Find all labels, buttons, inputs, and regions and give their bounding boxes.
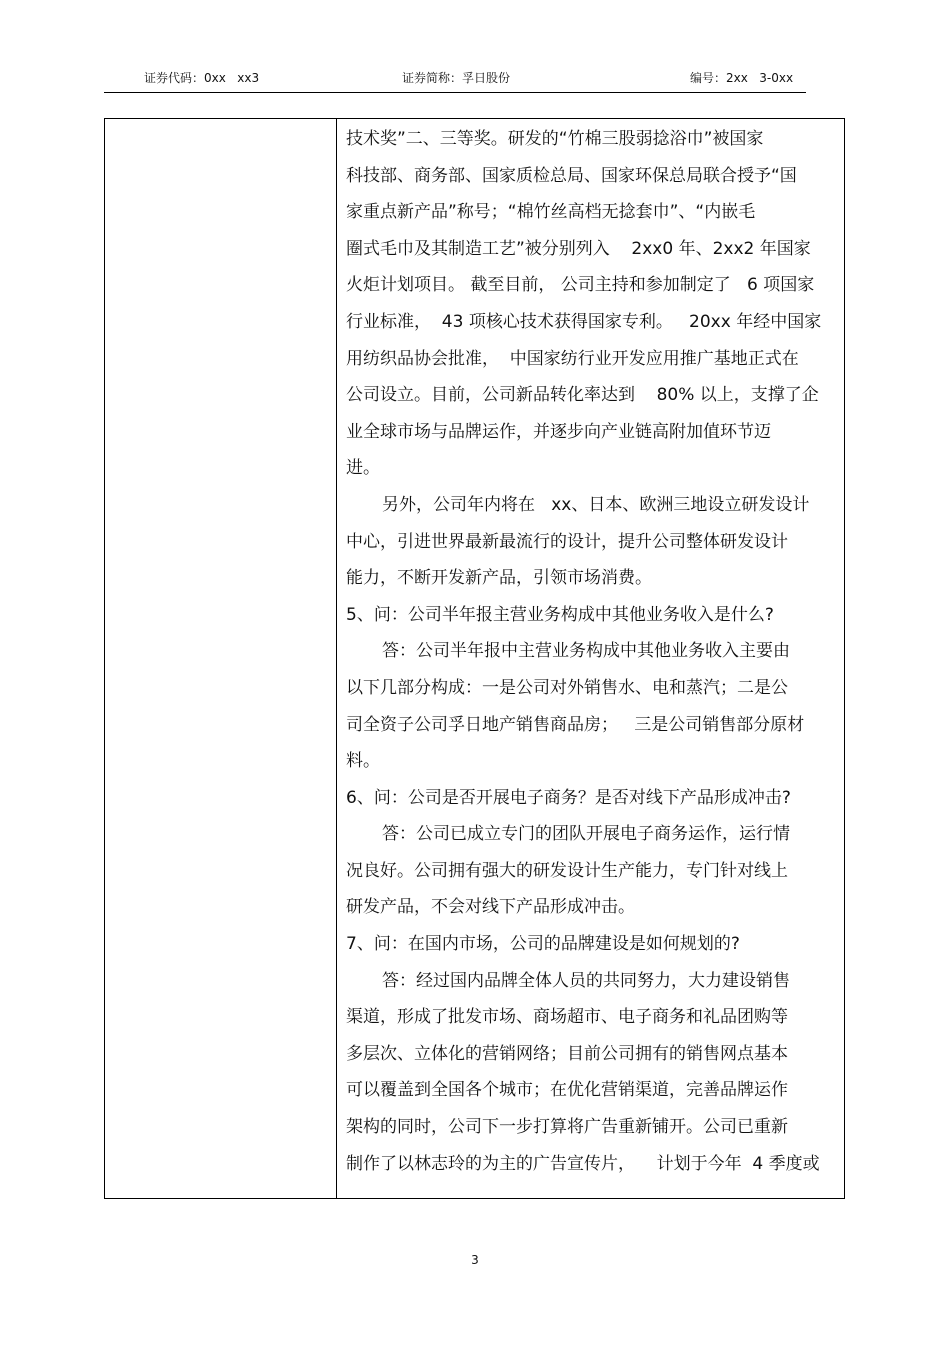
text-line: 多层次、立体化的营销网络；目前公司拥有的销售网点基本 [346,1043,788,1064]
text-line: 技术奖”二、三等奖。研发的“竹棉三股弱捻浴巾”被国家 [346,129,764,149]
answer-start-line: 答：经过国内品牌全体人员的共同努力，大力建设销售 [382,970,790,991]
question-line: 5、问：公司半年报主营业务构成中其他业务收入是什么? [346,604,774,625]
text-line: 圈式毛巾及其制造工艺”被分别列入 2xx0 年、2xx2 年国家 [346,238,811,259]
table-content-cell [346,119,838,1182]
content-table [104,118,845,1199]
stock-code: 证券代码：0xx xx3 [144,71,260,85]
answer-start-line: 答：公司已成立专门的团队开展电子商务运作，运行情 [382,824,790,845]
question-line: 6、问：公司是否开展电子商务？是否对线下产品形成冲击? [346,787,791,808]
text-line: 业全球市场与品牌运作，并逐步向产业链高附加值环节迈 [346,421,771,442]
text-line: 中心，引进世界最新最流行的设计，提升公司整体研发设计 [346,531,788,552]
text-line: 可以覆盖到全国各个城市；在优化营销渠道，完善品牌运作 [346,1080,788,1101]
text-line: 科技部、商务部、国家质检总局、国家环保总局联合授予“国 [346,165,797,186]
text-line: 以下几部分构成：一是公司对外销售水、电和蒸汽；二是公 [346,677,788,698]
text-line: 制作了以林志玲的为主的广告宣传片， 计划于今年 4 季度或 [346,1153,820,1174]
text-line: 家重点新产品”称号；“棉竹丝高档无捻套巾”、“内嵌毛 [346,202,756,223]
text-line: 司全资子公司孚日地产销售商品房； 三是公司销售部分原材 [346,714,805,735]
text-line: 火炬计划项目。 截至目前， 公司主持和参加制定了 6 项国家 [346,275,815,296]
page-header [104,68,806,93]
text-line: 料。 [346,751,380,772]
page-number: 3 [471,1253,479,1267]
paragraph-start-line: 另外，公司年内将在 xx、日本、欧洲三地设立研发设计 [382,494,810,515]
text-line: 研发产品，不会对线下产品形成冲击。 [346,897,635,918]
text-line: 行业标准， 43 项核心技术获得国家专利。 20xx 年经中国家 [346,311,822,332]
stock-name: 证券简称：孚日股份 [402,71,511,85]
text-line: 公司设立。目前，公司新品转化率达到 80% 以上，支撑了企 [346,385,819,406]
question-line: 7、问：在国内市场，公司的品牌建设是如何规划的? [346,934,740,955]
text-line: 况良好。公司拥有强大的研发设计生产能力，专门针对线上 [346,860,788,881]
text-line: 架构的同时，公司下一步打算将广告重新铺开。公司已重新 [346,1117,788,1138]
text-line: 用纺织品协会批准， 中国家纺行业开发应用推广基地正式在 [346,348,799,369]
answer-start-line: 答：公司半年报中主营业务构成中其他业务收入主要由 [382,641,790,662]
text-line: 能力，不断开发新产品，引领市场消费。 [346,568,652,589]
table-left-column [105,119,337,1198]
text-line: 进。 [346,458,380,479]
document-number: 编号：2xx 3-0xx [690,71,794,85]
text-line: 渠道，形成了批发市场、商场超市、电子商务和礼品团购等 [346,1007,788,1028]
